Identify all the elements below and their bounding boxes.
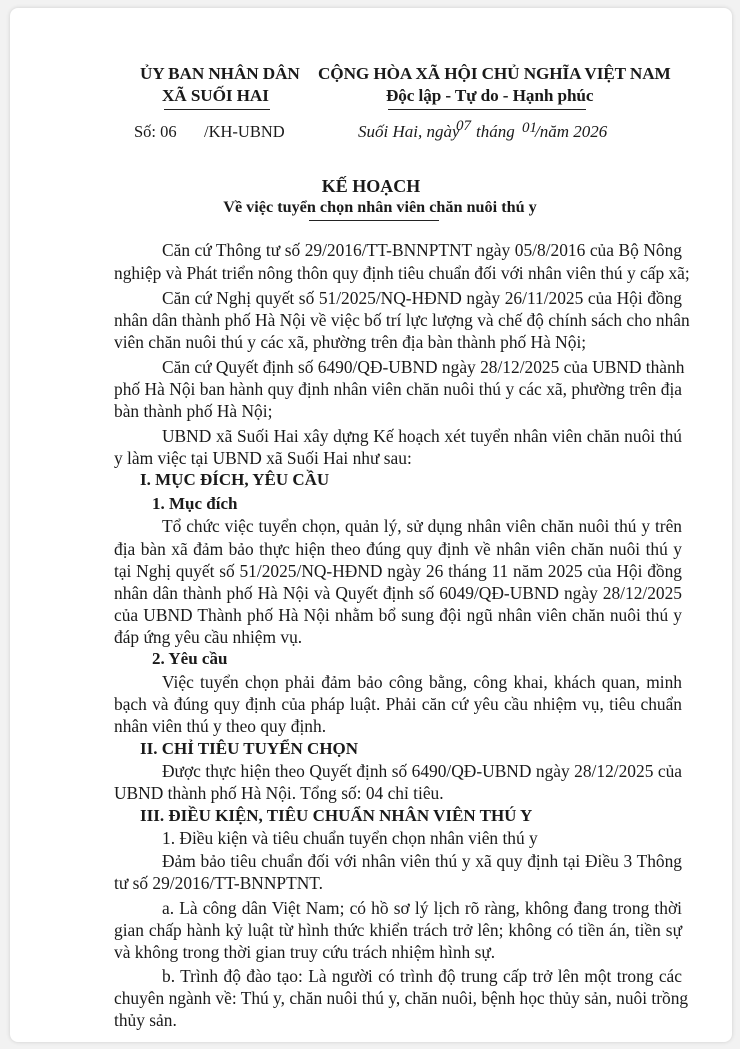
date-year: /năm 2026 (535, 122, 608, 141)
document-code: /KH-UBND (204, 122, 285, 141)
body-line: Tổ chức việc tuyển chọn, quản lý, sử dụng nhân viên chăn nuôi thú y trên (162, 516, 682, 536)
body-line: chuyên ngành về: Thú y, chăn nuôi thú y, chăn nuôi, bệnh học thủy sản, nuôi trồng (114, 988, 689, 1008)
body-line: nghiệp và Phát triển nông thôn quy định tiêu chuẩn đối với nhân viên thú y cấp xã; (114, 263, 690, 283)
document-title: KẾ HOẠCH (321, 176, 421, 196)
section-heading-1: I. MỤC ĐÍCH, YÊU CẦU (140, 470, 330, 489)
body-line: nhân dân thành phố Hà Nội về việc bố trí lực lượng và chế độ chính sách cho nhân (114, 310, 690, 330)
document-subtitle: Về việc tuyển chọn nhân viên chăn nuôi thú y (223, 198, 537, 216)
date-month-label: tháng (476, 122, 515, 141)
body-line: phố Hà Nội ban hành quy định nhân viên chăn nuôi thú y các xã, phường trên địa (114, 379, 682, 399)
body-line: gian chấp hành kỷ luật từ hình thức khiển trách trở lên; không có tiền án, tiền sự (114, 920, 682, 940)
body-line: UBND thành phố Hà Nội. Tổng số: 04 chỉ tiêu. (114, 783, 444, 803)
body-line: bàn thành phố Hà Nội; (114, 401, 273, 421)
document-page (10, 8, 732, 1042)
issuer-line-2: XÃ SUỐI HAI (162, 86, 269, 105)
national-motto: Độc lập - Tự do - Hạnh phúc (386, 86, 594, 105)
motto-underline (388, 109, 586, 110)
body-line: và không trong thời gian truy cứu trách nhiệm hình sự. (114, 942, 496, 962)
body-line: của UBND Thành phố Hà Nội nhằm bổ sung đội ngũ nhân viên chăn nuôi thú y (114, 605, 682, 625)
body-line: b. Trình độ đào tạo: Là người có trình độ trung cấp trở lên một trong các (162, 966, 682, 986)
section-heading-2: II. CHỈ TIÊU TUYỂN CHỌN (140, 739, 359, 758)
section-heading-3: III. ĐIỀU KIỆN, TIÊU CHUẨN NHÂN VIÊN THÚ Y (140, 806, 533, 825)
body-line: thủy sản. (114, 1010, 177, 1030)
body-line: tại Nghị quyết số 51/2025/NQ-HĐND ngày 26 tháng 11 năm 2025 của Hội đồng (114, 561, 682, 581)
body-line: y làm việc tại UBND xã Suối Hai như sau: (114, 448, 412, 468)
body-line: a. Là công dân Việt Nam; có hồ sơ lý lịch rõ ràng, không đang trong thời (162, 898, 682, 918)
body-line: viên chăn nuôi thú y các xã, phường trên địa bàn thành phố Hà Nội; (114, 332, 587, 352)
subtitle-underline (309, 220, 439, 221)
document-number: Số: 06 (134, 122, 177, 141)
date-day: 07 (456, 118, 471, 134)
subsection-heading-purpose: 1. Mục đích (152, 494, 238, 513)
body-line: bạch và đúng quy định của pháp luật. Phải căn cứ yêu cầu nhiệm vụ, tiêu chuẩn (114, 694, 682, 714)
issuer-line-1: ỦY BAN NHÂN DÂN (140, 64, 300, 83)
body-line: đáp ứng yêu cầu nhiệm vụ. (114, 627, 303, 647)
body-line: Căn cứ Quyết định số 6490/QĐ-UBND ngày 28/12/2025 của UBND thành (162, 357, 685, 377)
subsection-heading-requirements: 2. Yêu cầu (152, 649, 228, 668)
date-prefix: Suối Hai, ngày (358, 122, 460, 141)
body-line: Căn cứ Nghị quyết số 51/2025/NQ-HĐND ngày 26/11/2025 của Hội đồng (162, 288, 682, 308)
body-line: Đảm bảo tiêu chuẩn đối với nhân viên thú y xã quy định tại Điều 3 Thông (162, 851, 682, 871)
issuer-underline (164, 109, 270, 110)
body-line: Việc tuyển chọn phải đảm bảo công bằng, công khai, khách quan, minh (162, 672, 682, 692)
body-line: nhân dân thành phố Hà Nội và Quyết định số 6049/QĐ-UBND ngày 28/12/2025 (114, 583, 682, 603)
body-line: nhân viên thú y theo quy định. (114, 716, 327, 736)
body-line: Được thực hiện theo Quyết định số 6490/QĐ-UBND ngày 28/12/2025 của (162, 761, 682, 781)
body-line: UBND xã Suối Hai xây dựng Kế hoạch xét tuyển nhân viên chăn nuôi thú (162, 426, 682, 446)
body-line: Căn cứ Thông tư số 29/2016/TT-BNNPTNT ngày 05/8/2016 của Bộ Nông (162, 240, 682, 260)
body-line: 1. Điều kiện và tiêu chuẩn tuyển chọn nhân viên thú y (162, 828, 538, 848)
date-month: 01 (522, 120, 537, 136)
body-line: địa bàn xã đảm bảo thực hiện theo đúng quy định về nhân viên chăn nuôi thú y (114, 539, 682, 559)
body-line: tư số 29/2016/TT-BNNPTNT. (114, 873, 323, 893)
national-title: CỘNG HÒA XÃ HỘI CHỦ NGHĨA VIỆT NAM (318, 64, 671, 83)
